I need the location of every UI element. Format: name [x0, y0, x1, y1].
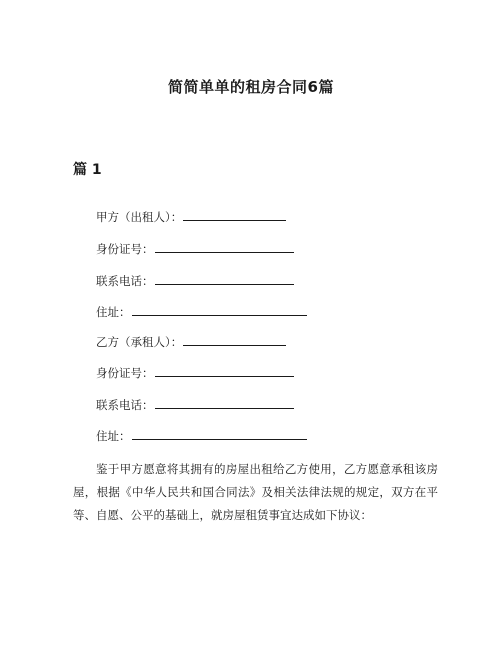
party-a-id-field [96, 241, 294, 257]
party-b-address-blank [132, 428, 307, 440]
party-a-phone-label: 联系电话： [96, 274, 154, 288]
party-a-phone-field [96, 273, 294, 289]
section-heading: 篇 1 [73, 162, 102, 178]
party-b-label: 乙方（承租人）： [96, 335, 183, 349]
party-a-phone-blank [155, 273, 294, 285]
party-b-id-label: 身份证号： [96, 366, 154, 380]
party-a-address-blank [132, 304, 307, 316]
party-a-field [96, 209, 286, 225]
party-b-blank [183, 334, 286, 346]
party-a-address-field [96, 304, 307, 320]
party-a-blank [183, 209, 286, 221]
party-a-label: 甲方（出租人）： [96, 210, 183, 224]
party-b-id-blank [155, 365, 294, 377]
party-b-id-field [96, 365, 294, 381]
party-a-id-blank [155, 241, 294, 253]
party-a-address-label: 住址： [96, 305, 131, 319]
party-b-phone-field [96, 397, 294, 413]
party-b-field [96, 334, 286, 350]
preamble-paragraph: 鉴于甲方愿意将其拥有的房屋出租给乙方使用，乙方愿意承租该房屋，根据《中华人民共和国合同法》及相关法律法规的规定，双方在平等、自愿、公平的基础上，就房屋租赁事宜达成如下协议： [73, 462, 438, 522]
party-a-id-label: 身份证号： [96, 242, 154, 256]
party-b-address-field [96, 428, 307, 444]
document-title: 简简单单的租房合同6篇 [168, 78, 334, 96]
party-b-address-label: 住址： [96, 429, 131, 443]
party-b-phone-label: 联系电话： [96, 398, 154, 412]
party-b-phone-blank [155, 397, 294, 409]
